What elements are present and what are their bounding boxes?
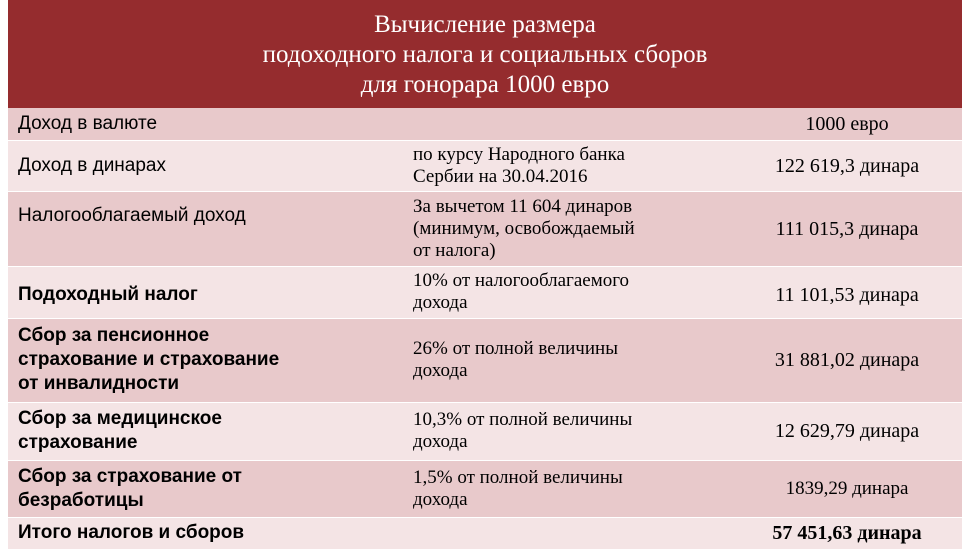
- row-value: 1000 евро: [805, 112, 889, 135]
- row-label-cell: [8, 318, 403, 402]
- row-value-cell: [728, 191, 962, 266]
- row-label: Сбор за страхование от: [18, 465, 242, 487]
- row-note: 1,5% от полной величины: [413, 466, 623, 488]
- row-value-cell: [728, 140, 962, 191]
- table-row: [8, 108, 962, 140]
- row-label: от инвалидности: [18, 373, 180, 394]
- title-line-2: подоходного налога и социальных сборов: [262, 41, 708, 68]
- row-value: 57 451,63 динара: [772, 522, 922, 544]
- row-note-cell: [403, 108, 728, 140]
- row-label: Доход в динарах: [18, 154, 167, 176]
- row-label-cell: [8, 191, 403, 266]
- table-row: [8, 140, 962, 191]
- row-value-cell: [728, 460, 962, 517]
- row-note: (минимум, освобождаемый: [413, 217, 635, 239]
- row-note-cell: [403, 402, 728, 460]
- row-note: дохода: [413, 431, 468, 452]
- row-value-cell: [728, 517, 962, 549]
- row-value: 1839,29 динара: [785, 477, 909, 499]
- row-label-cell: [8, 266, 403, 318]
- table-row: [8, 517, 962, 549]
- row-note: За вычетом 11 604 динаров: [413, 195, 633, 217]
- row-note: 10% от налогооблагаемого: [413, 270, 630, 291]
- row-label: Налогооблагаемый доход: [18, 204, 246, 226]
- row-value: 31 881,02 динара: [774, 349, 920, 371]
- row-note-cell: [403, 140, 728, 191]
- table-title: [8, 0, 962, 108]
- row-value: 11 101,53 динара: [775, 284, 919, 306]
- row-note: по курсу Народного банка: [413, 143, 625, 165]
- row-label: страхование: [18, 432, 138, 453]
- row-note-cell: [403, 191, 728, 266]
- row-value: 111 015,3 динара: [775, 217, 919, 240]
- title-line-3: для гонорара 1000 евро: [360, 71, 610, 98]
- row-label-cell: [8, 140, 403, 191]
- row-note-cell: [403, 460, 728, 517]
- table-row: [8, 402, 962, 460]
- row-note: дохода: [413, 360, 468, 381]
- table-row: [8, 460, 962, 517]
- row-note: 26% от полной величины: [413, 338, 618, 359]
- table-row: [8, 266, 962, 318]
- table-row: [8, 191, 962, 266]
- row-label: Сбор за медицинское: [18, 408, 222, 429]
- row-label: Подоходный налог: [18, 284, 198, 305]
- tax-table: [8, 108, 962, 550]
- row-note: дохода: [413, 292, 468, 313]
- row-value-cell: [728, 318, 962, 402]
- row-value-cell: [728, 108, 962, 140]
- row-label-cell: [8, 517, 403, 549]
- table-row: [8, 318, 962, 402]
- row-note-cell: [403, 266, 728, 318]
- row-note: от налога): [413, 239, 496, 261]
- row-note-cell: [403, 517, 728, 549]
- row-note: Сербии на 30.04.2016: [413, 165, 588, 187]
- row-note: дохода: [413, 488, 468, 510]
- row-label: Итого налогов и сборов: [18, 522, 245, 543]
- row-value-cell: [728, 266, 962, 318]
- row-label-cell: [8, 402, 403, 460]
- row-value: 122 619,3 динара: [774, 154, 920, 177]
- row-label: Сбор за пенсионное: [18, 325, 210, 346]
- row-value: 12 629,79 динара: [774, 420, 920, 442]
- row-label: безработицы: [18, 489, 144, 511]
- row-note-cell: [403, 318, 728, 402]
- title-line-1: Вычисление размера: [374, 11, 596, 38]
- row-note: 10,3% от полной величины: [413, 409, 633, 430]
- row-value-cell: [728, 402, 962, 460]
- row-label-cell: [8, 460, 403, 517]
- row-label: Доход в валюте: [18, 112, 158, 134]
- row-label: страхование и страхование: [18, 349, 280, 370]
- row-label-cell: [8, 108, 403, 140]
